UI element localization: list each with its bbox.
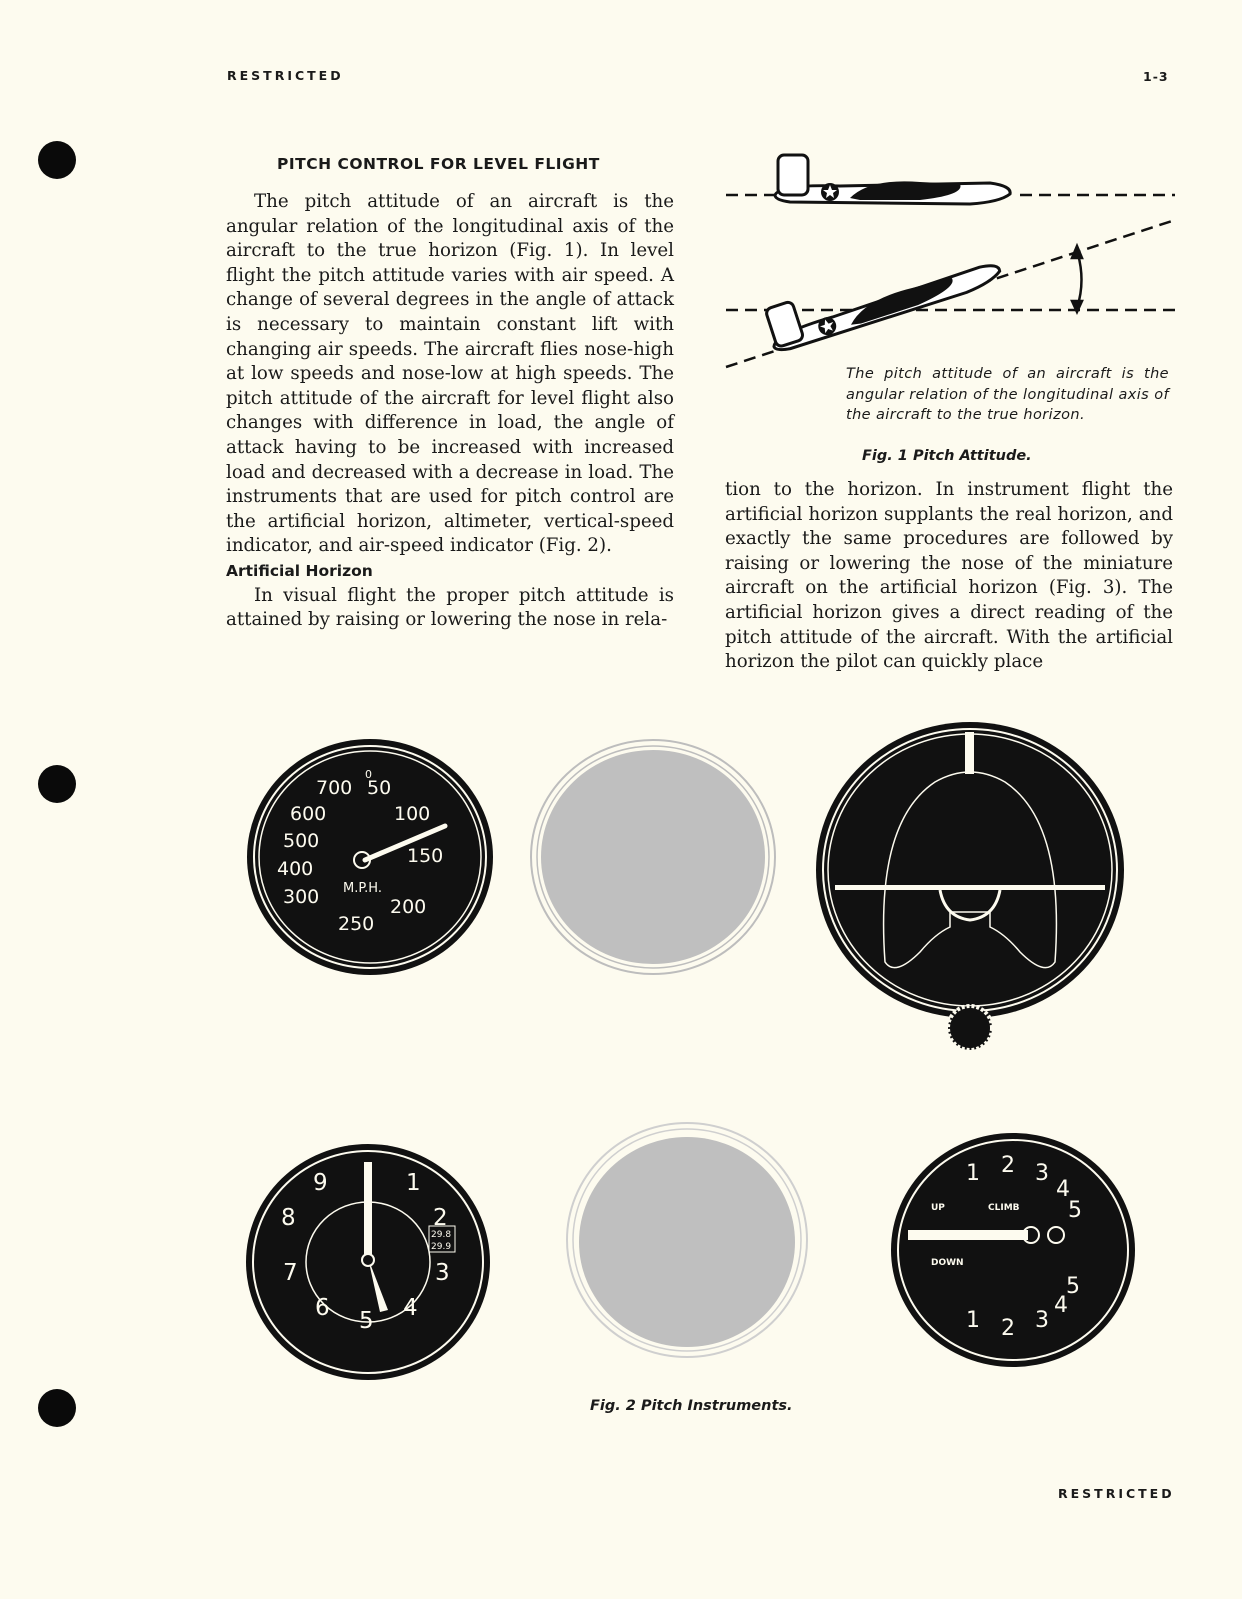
aircraft-nose-up-icon	[762, 237, 1003, 354]
svg-text:29.8: 29.8	[431, 1230, 452, 1240]
header-restricted: RESTRICTED	[227, 68, 344, 83]
svg-text:1: 1	[966, 1308, 980, 1333]
unit-label: M.P.H.	[343, 881, 382, 896]
svg-text:3: 3	[435, 1260, 450, 1286]
svg-text:1: 1	[966, 1161, 980, 1186]
svg-text:3: 3	[1035, 1308, 1049, 1333]
tick-label: 150	[407, 845, 444, 867]
svg-text:5: 5	[1068, 1198, 1082, 1223]
needle-icon	[908, 1230, 1028, 1240]
subheading: Artificial Horizon	[226, 561, 373, 580]
sky-pointer-icon	[965, 732, 974, 774]
tick-label: 600	[290, 803, 327, 825]
svg-text:6: 6	[315, 1295, 330, 1321]
altimeter	[243, 1140, 493, 1380]
tick-label: 250	[338, 913, 375, 935]
left-column	[226, 190, 674, 633]
paragraph: In visual flight the proper pitch attitude is attained by raising or lowering the nose in rela-	[226, 584, 674, 631]
tick-label: 400	[277, 858, 314, 880]
tick-label: 300	[283, 886, 320, 908]
footer-restricted: RESTRICTED	[1058, 1486, 1175, 1501]
svg-text:UP: UP	[931, 1203, 945, 1213]
airspeed-indicator	[240, 735, 500, 980]
figure2-label: Fig. 2 Pitch Instruments.	[590, 1398, 793, 1414]
svg-text:2: 2	[1001, 1316, 1015, 1341]
svg-text:CLIMB: CLIMB	[988, 1203, 1020, 1213]
svg-text:2: 2	[433, 1205, 448, 1231]
blank-instrument-placeholder	[528, 737, 778, 977]
svg-text:2: 2	[1001, 1153, 1015, 1178]
svg-text:8: 8	[281, 1205, 296, 1231]
vertical-speed-indicator	[888, 1130, 1138, 1370]
tick-label: 0	[365, 768, 372, 781]
svg-text:5: 5	[1066, 1274, 1080, 1299]
section-title: PITCH CONTROL FOR LEVEL FLIGHT	[277, 155, 600, 173]
paragraph: tion to the horizon. In instrument flight the artificial horizon supplants the real horizon, and exactly the same procedures are followed by raising or lowering the nose of the miniature aircraft on the artificial horizon (Fig. 3). The artificial horizon gives a direct reading of the pitch attitude of the aircraft. With the artificial horizon the pilot can quickly place	[725, 479, 1173, 673]
tick-label: 500	[283, 830, 320, 852]
punch-hole	[38, 1389, 76, 1427]
svg-text:4: 4	[403, 1295, 418, 1321]
punch-hole	[38, 765, 76, 803]
tick-label: 200	[390, 896, 427, 918]
svg-text:1: 1	[406, 1170, 421, 1196]
svg-text:3: 3	[1035, 1161, 1049, 1186]
paragraph: The pitch attitude of an aircraft is the angular relation of the longitudinal axis of the aircraft to the true horizon (Fig. 1). In level flight the pitch attitude varies with air speed. A change of several degrees in the angle of attack is necessary to maintain constant lift with changing air speeds. The aircraft flies nose-high at low speeds and nose-low at high speeds. The pitch attitude of the aircraft for level flight also changes with difference in load, the angle of attack having to be increased with increased load and decreased with a decrease in load. The instruments that are used for pitch control are the artificial horizon, altimeter, vertical-speed indicator, and air-speed indicator (Fig. 2).	[226, 191, 674, 557]
tick-label: 100	[394, 803, 431, 825]
page-number: 1-3	[1143, 69, 1169, 84]
svg-text:9: 9	[313, 1170, 328, 1196]
aircraft-level-icon	[775, 155, 1010, 204]
figure1-label: Fig. 1 Pitch Attitude.	[862, 448, 1032, 464]
right-column	[725, 478, 1173, 675]
svg-text:DOWN: DOWN	[931, 1258, 964, 1268]
svg-text:4: 4	[1054, 1293, 1068, 1318]
svg-text:4: 4	[1056, 1177, 1070, 1202]
pitch-attitude-diagram	[720, 150, 1180, 370]
punch-hole	[38, 141, 76, 179]
long-hand-icon	[364, 1162, 372, 1257]
tick-label: 50	[367, 777, 392, 799]
svg-text:29.9: 29.9	[431, 1242, 452, 1252]
artificial-horizon	[815, 722, 1130, 1052]
blank-instrument-placeholder	[565, 1120, 815, 1360]
tick-label: 700	[316, 777, 353, 799]
adjustment-knob-icon	[948, 1006, 992, 1050]
svg-text:5: 5	[359, 1308, 374, 1334]
figure1-caption: The pitch attitude of an aircraft is the angular relation of the longitudinal axis of the aircraft to the true horizon.	[846, 366, 1169, 423]
svg-text:7: 7	[283, 1260, 298, 1286]
